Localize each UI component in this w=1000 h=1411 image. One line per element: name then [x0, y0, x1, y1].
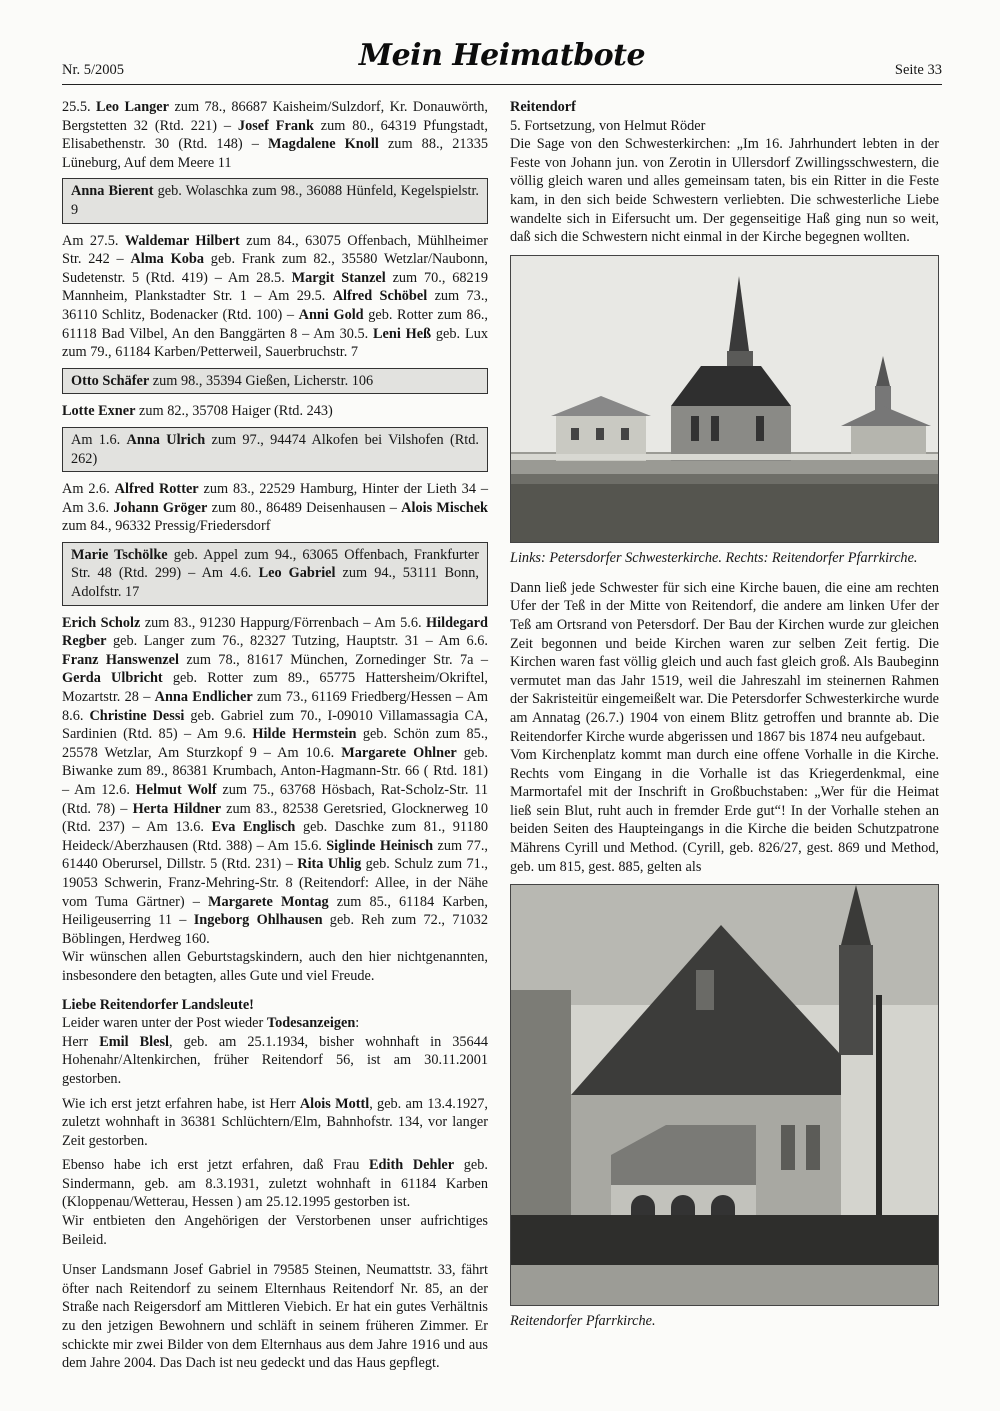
- article-paragraph: Vom Kirchenplatz kommt man durch eine offene Vorhalle in die Kirche. Rechts vom Eingang in die Vorhalle ist das Kriegerdenkmal, eine Marmortafel mit der Inschrift in Großbuchstaben: „Wer für die Heimat ließ sein Blut, ruht auch in fremder Erde gut“! In der Vorhalle stehen an beiden Seiten des Haupteingangs in die Kirche die beiden Schutzpatrone Mährens Cyrill und Method. (Cyrill, geb. 826/27, gest. 869 und Method, geb. um 815, gest. 885, gelten als: [510, 747, 939, 875]
- newspaper-logo: Mein Heimatbote: [358, 38, 646, 73]
- text-run: geb. Sindermann, geb. am 8.3.1931, zuletzt wohnhaft in 61184 Karben (Kloppenau/Wetterau, Hessen ) am 25.12.1995 gestorben ist.: [62, 1157, 488, 1211]
- text-run: zum 97., 94474 Alkofen bei Vilshofen (Rtd. 262): [71, 431, 479, 467]
- person-name: Anna Bierent: [71, 183, 154, 200]
- person-name: Josef Frank: [237, 117, 314, 134]
- text-run: Wie ich erst jetzt erfahren habe, ist Herr: [62, 1095, 300, 1112]
- text-run: geb. Schulz zum 71., 19053 Schwerin, Franz-Mehring-Str. 8 (Reitendorf: Allee, in der Nähe vom Tuma Gärtner) –: [62, 856, 488, 910]
- text-run: zum 85., 61184 Karben, Heiligeuserring 11 –: [62, 893, 488, 929]
- text-run: zum 73., 61169 Friedberg/Hessen – Am 8.6.: [62, 689, 488, 724]
- article-paragraph: Dann ließ jede Schwester für sich eine Kirche bauen, die eine am rechten Ufer der Teß in der Mitte von Reitendorf, die andere am linken Ufer der Teß am Ortsrand von Petersdorf. Der Bau der Kirchen wurde zur gleichen Zeit begonnen und beide Kirchen waren zur selben Zeit fertig. Die Kirchen waren fast völlig gleich und auch fast gleich groß. Als Baubeginn vermutet man das Jahr 1519, weil die Jahreszahl im steinernen Rahmen der Sakristeitür eingemeißelt war. Die Petersdorfer Schwesterkirche wurde am Annatag (26.7.) 1904 von einem Blitz getroffen und brannte ab. Die Reitendorfer Kirche wurde abgerissen und 1867 bis 1874 neu aufgebaut.: [510, 579, 939, 745]
- highlight-box: [62, 427, 488, 472]
- text-run: 25.5.: [62, 99, 97, 115]
- person-name: Leo Langer: [96, 99, 169, 115]
- photo-caption: Reitendorfer Pfarrkirche.: [510, 1313, 656, 1330]
- text-run: geb. Rotter zum 86., 61118 Bad Vilbel, An den Banggärten 8 – Am 30.5.: [62, 306, 489, 342]
- person-name: Lotte Exner: [62, 403, 136, 420]
- person-name: Eva Englisch: [211, 819, 296, 836]
- church-image: [511, 256, 938, 542]
- person-name: Siglinde Heinisch: [326, 837, 434, 854]
- person-name: Margit Stanzel: [291, 269, 386, 286]
- birthday-list: [62, 480, 488, 536]
- text-run: zum 80., 86489 Deisenhausen –: [207, 499, 402, 516]
- text-run: zum 94., 53111 Bonn, Adolfstr. 17: [71, 565, 479, 601]
- person-name: Alfred Schöbel: [332, 288, 428, 305]
- person-name: Ingeborg Ohlhausen: [193, 912, 323, 929]
- highlight-box: [62, 368, 488, 395]
- text-run: zum 70., 68219 Mannheim, Plankstadter Str. 1 – Am 29.5.: [62, 269, 488, 305]
- text-run: geb. Daschke zum 81., 91180 Heideck/Aberzhausen (Rtd. 388) – Am 15.6.: [62, 819, 488, 854]
- person-name: Alois Mischek: [401, 499, 488, 516]
- article-paragraph: Die Sage von den Schwesterkirchen: „Im 16. Jahrhundert lebten in der Feste von Johann jun. von Zerotin in Ullersdorf Zwillingsschwestern, die völlig gleich waren und alles gemeinsam taten, bis ein Ritter in die Feste kam, in den sich beide Schwestern verliebten. Die schwesterliche Liebe wandelte sich in Eifersucht um. Der gegenseitige Haß ging nun so weit, daß sich die Schwestern nicht einmal in der Kirche begegnen wollten.: [510, 136, 939, 246]
- text-run: zum 82., 35708 Haiger (Rtd. 243): [135, 403, 333, 420]
- person-name: Edith Dehler: [369, 1157, 455, 1174]
- person-name: Hilde Hermstein: [252, 726, 357, 743]
- person-name: Johann Gröger: [113, 499, 208, 516]
- text-run: :: [355, 1015, 360, 1032]
- text-run: zum 80., 64319 Pfungstadt, Elisabethenstr. 30 (Rtd. 148) –: [62, 117, 488, 153]
- photo-caption: Links: Petersdorfer Schwesterkirche. Rechts: Reitendorfer Pfarrkirche.: [510, 549, 918, 566]
- highlight-box: [62, 178, 488, 223]
- text-run: zum 78., 81617 München, Zornedinger Str. 7a –: [178, 651, 489, 668]
- person-name: Alois Mottl: [299, 1095, 370, 1112]
- article-subtitle: 5. Fortsetzung, von Helmut Röder: [510, 117, 706, 134]
- text-run: zum 73., 36110 Schlitz, Bodenacker (Rtd. 100) –: [62, 288, 488, 323]
- text-run: , geb. am 13.4.1927, zuletzt wohnhaft in 36381 Schlüchtern/Elm, Bahnhofstr. 134, vor langer Zeit gestorben.: [62, 1095, 488, 1149]
- text-run: zum 77., 61440 Oberursel, Dillstr. 5 (Rtd. 231) –: [62, 837, 488, 873]
- person-name: Anni Gold: [298, 306, 364, 323]
- text-run: zum 83., 82538 Geretsried, Glocknerweg 10 (Rtd. 237) – Am 13.6.: [62, 800, 488, 836]
- birthday-list: [62, 614, 488, 949]
- gabriel-note: Unser Landsmann Josef Gabriel in 79585 Steinen, Neumattstr. 33, fährt öfter nach Reitendorf zu seinem Elternhaus Reitendorf Nr. 85, an der Straße nach Reigersdorf am Mittleren Viebich. Er hat ein gutes Verhältnis zu den jetzigen Bewohnern und schläft in seinem früheren Zimmer. Er schickte mir zwei Bilder von dem Elternhaus aus dem Jahre 1916 und aus dem Jahre 2004. Das Dach ist neu gedeckt und das Haus gepflegt.: [62, 1262, 488, 1372]
- masthead: [62, 38, 942, 85]
- text-run: geb. Schön zum 85., 25578 Wetzlar, Am Sturzkopf 9 – Am 10.6.: [62, 726, 488, 761]
- person-name: Otto Schäfer: [71, 372, 150, 389]
- condolences: Wir entbieten den Angehörigen der Verstorbenen unser aufrichtiges Beileid.: [62, 1213, 488, 1248]
- person-name: Marie Tschölke: [71, 546, 168, 563]
- person-name: Margarete Ohlner: [341, 744, 457, 761]
- parish-church-photo: [510, 884, 939, 1306]
- person-name: Rita Uhlig: [297, 856, 362, 873]
- person-name: Herta Hildner: [132, 800, 222, 817]
- sister-churches-photo: [510, 255, 939, 543]
- birthday-list: [62, 232, 488, 362]
- text-run: Am 27.5.: [62, 232, 125, 249]
- text-run: zum 98., 35394 Gießen, Licherstr. 106: [149, 372, 374, 389]
- birthday-list: [62, 98, 488, 172]
- text-run: geb. Gabriel zum 70., I-09010 Villamassagia CA, Sardinien (Rtd. 85) – Am 9.6.: [62, 707, 488, 743]
- person-name: Margarete Montag: [208, 893, 329, 910]
- person-name: Leni Heß: [373, 325, 432, 342]
- birthday-wishes: Wir wünschen allen Geburtstagskindern, auch den hier nichtgenannten, insbesondere den betagten, alles Gute und viel Freude.: [62, 949, 488, 984]
- text-run: Am 2.6.: [62, 481, 115, 498]
- person-name: Anna Ulrich: [126, 431, 206, 448]
- page-number: Seite 33: [894, 62, 942, 78]
- person-name: Alfred Rotter: [114, 481, 199, 498]
- person-name: Waldemar Hilbert: [124, 232, 240, 249]
- right-column: [510, 98, 939, 1342]
- person-name: Emil Blesl: [99, 1033, 170, 1050]
- person-name: Christine Dessi: [89, 707, 185, 724]
- person-name: Helmut Wolf: [135, 782, 217, 798]
- issue-number: Nr. 5/2005: [62, 62, 125, 78]
- person-name: Erich Scholz: [62, 614, 141, 631]
- text-run: geb. Appel zum 94., 63065 Offenbach, Frankfurter Str. 48 (Rtd. 299) – Am 4.6.: [71, 546, 480, 582]
- obituary: [62, 1156, 488, 1212]
- highlight-box: [62, 542, 488, 606]
- person-name: Alma Koba: [130, 251, 204, 268]
- text-run: geb. Rotter zum 89., 65775 Hattersheim/Okriftel, Mozartstr. 28 –: [62, 670, 488, 706]
- person-name: Todesanzeigen: [266, 1015, 356, 1032]
- text-run: , geb. am 25.1.1934, bisher wohnhaft in 35644 Hohenahr/Altenkirchen, früher Reitendorf 56, ist am 30.11.2001 gestorben.: [62, 1033, 488, 1087]
- text-run: Ebenso habe ich erst jetzt erfahren, daß Frau: [62, 1157, 370, 1174]
- text-run: zum 78., 86687 Kaisheim/Sulzdorf, Kr. Donauwörth, Bergstetten 32 (Rtd. 221) –: [62, 99, 488, 134]
- text-run: zum 83., 22529 Hamburg, Hinter der Lieth 34 – Am 3.6.: [62, 481, 488, 516]
- text-run: geb. Frank zum 82., 35580 Wetzlar/Naubonn, Sudetenstr. 5 (Rtd. 419) – Am 28.5.: [62, 251, 488, 286]
- text-run: geb. Wolaschka zum 98., 36088 Hünfeld, Kegelspielstr. 9: [71, 183, 479, 218]
- person-name: Hildegard Regber: [62, 614, 488, 650]
- parish-church-image: [511, 885, 938, 1305]
- person-name: Gerda Ulbricht: [62, 670, 163, 687]
- text-run: geb. Langer zum 76., 82327 Tutzing, Hauptstr. 31 – Am 6.6.: [106, 633, 488, 650]
- text-run: geb. Biwanke zum 89., 86381 Krumbach, Anton-Hagmann-Str. 66 ( Rtd. 181) – Am 12.6.: [62, 744, 488, 798]
- left-column: [62, 98, 488, 1379]
- person-name: Anna Endlicher: [154, 689, 253, 706]
- person-name: Magdalene Knoll: [268, 136, 379, 153]
- text-run: zum 84., 96332 Pressig/Friedersdorf: [62, 518, 271, 535]
- text-run: geb. Lux zum 79., 61184 Karben/Petterweil, Sauerbruchstr. 7: [62, 325, 488, 361]
- section-heading: Liebe Reitendorfer Landsleute!: [62, 996, 254, 1013]
- obituary-intro: [62, 1014, 488, 1033]
- text-run: Am 1.6.: [71, 431, 127, 448]
- text-run: zum 75., 63768 Hösbach, Rat-Scholz-Str. 11 (Rtd. 78) –: [62, 782, 489, 817]
- person-name: Leo Gabriel: [258, 565, 336, 582]
- text-run: Leider waren unter der Post wieder: [62, 1015, 267, 1032]
- text-run: zum 84., 63075 Offenbach, Mühlheimer Str. 242 –: [62, 232, 488, 268]
- text-run: Herr: [62, 1033, 100, 1050]
- obituary: [62, 1095, 488, 1151]
- article-title: Reitendorf: [510, 99, 576, 115]
- person-name: Franz Hanswenzel: [62, 651, 179, 668]
- birthday-list: [62, 402, 488, 421]
- text-run: zum 88., 21335 Lüneburg, Auf dem Meere 11: [62, 136, 488, 171]
- obituary: [62, 1033, 488, 1089]
- text-run: zum 83., 91230 Happurg/Förrenbach – Am 5.6.: [140, 614, 427, 631]
- text-run: geb. Reh zum 72., 71032 Böblingen, Herdweg 160.: [62, 912, 488, 947]
